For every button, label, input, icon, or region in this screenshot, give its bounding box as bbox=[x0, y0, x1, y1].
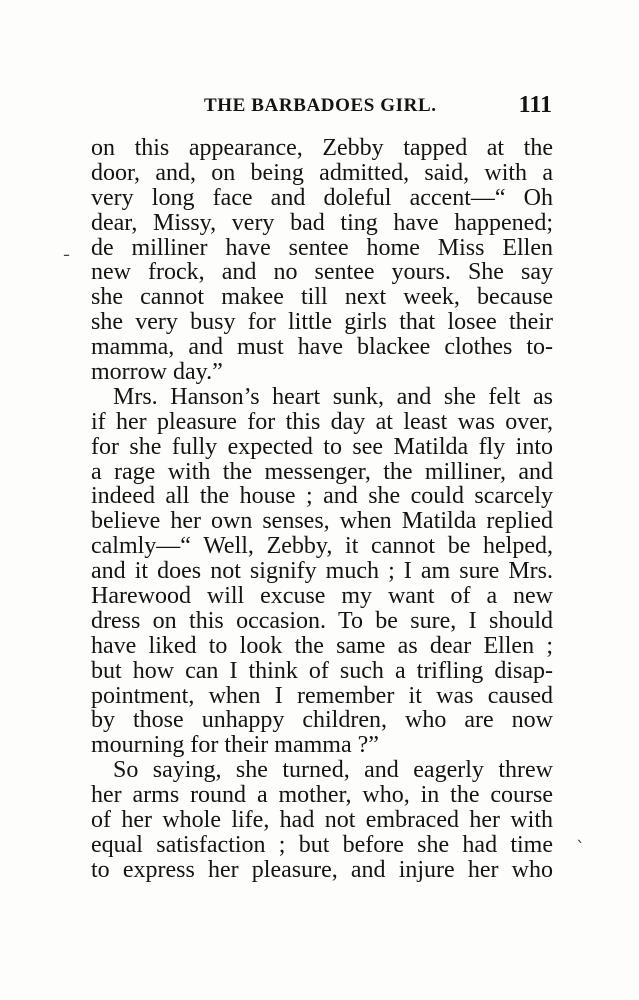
text-line: but how can I think of such a trifling disap- bbox=[91, 657, 553, 684]
text-line: equal satisfaction ; but before she had time bbox=[91, 831, 553, 858]
text-line: calmly—“ Well, Zebby, it cannot be helped, bbox=[91, 533, 553, 560]
text-line: on this appearance, Zebby tapped at the bbox=[91, 135, 553, 161]
text-line: she cannot makee till next week, because bbox=[91, 284, 553, 311]
text-line: she very busy for little girls that losee their bbox=[91, 309, 553, 336]
text-line: a rage with the messenger, the milliner, and bbox=[91, 458, 553, 485]
text-line: of her whole life, had not embraced her with bbox=[91, 807, 553, 834]
text-line: by those unhappy children, who are now bbox=[91, 707, 553, 734]
text-line: pointment, when I remember it was caused bbox=[91, 682, 553, 709]
text-line: morrow day.” bbox=[91, 359, 223, 386]
page-number: 111 bbox=[518, 92, 552, 118]
text-line: mamma, and must have blackee clothes to- bbox=[91, 334, 553, 361]
margin-speck: ˉ bbox=[62, 252, 71, 273]
text-line: believe her own senses, when Matilda replied bbox=[91, 508, 553, 535]
text-line: to express her pleasure, and injure her who bbox=[91, 856, 553, 883]
text-line: and it does not signify much ; I am sure Mrs. bbox=[91, 558, 553, 585]
text-line: have liked to look the same as dear Ellen ; bbox=[91, 632, 553, 659]
text-line: if her pleasure for this day at least was over, bbox=[91, 408, 553, 435]
margin-speck: ˋ bbox=[576, 838, 585, 859]
running-head bbox=[90, 92, 552, 122]
text-line: Mrs. Hanson’s heart sunk, and she felt as bbox=[113, 383, 553, 410]
text-line: Harewood will excuse my want of a new bbox=[91, 583, 553, 610]
text-line: dress on this occasion. To be sure, I should bbox=[91, 607, 553, 634]
running-title: THE BARBADOES GIRL. bbox=[204, 95, 437, 116]
text-line: indeed all the house ; and she could scarcely bbox=[91, 483, 553, 510]
text-line: very long face and doleful accent—“ Oh bbox=[91, 184, 553, 211]
body-text bbox=[91, 136, 553, 883]
text-line: So saying, she turned, and eagerly threw bbox=[113, 757, 553, 784]
text-line: new frock, and no sentee yours. She say bbox=[91, 259, 553, 286]
text-line: mourning for their mamma ?” bbox=[91, 732, 379, 759]
text-line: for she fully expected to see Matilda fly into bbox=[91, 433, 553, 460]
text-line: her arms round a mother, who, in the course bbox=[91, 782, 553, 809]
text-line: de milliner have sentee home Miss Ellen bbox=[91, 234, 553, 261]
text-line: dear, Missy, very bad ting have happened; bbox=[91, 209, 553, 236]
text-line: door, and, on being admitted, said, with a bbox=[91, 159, 553, 186]
